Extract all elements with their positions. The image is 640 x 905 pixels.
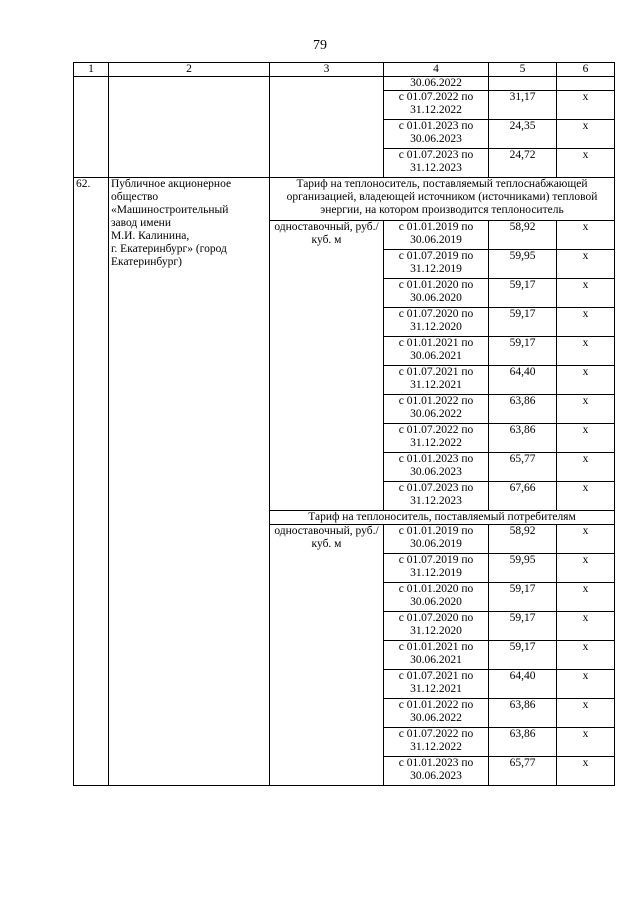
period-cell: с 01.01.2021 по 30.06.2021 <box>384 641 489 670</box>
table-body <box>74 77 615 786</box>
value-cell: 59,17 <box>489 337 557 366</box>
value-cell: 65,77 <box>489 453 557 482</box>
value-cell: 58,92 <box>489 221 557 250</box>
organization-name-line: М.И. Калинина, <box>111 230 190 242</box>
note-cell: x <box>557 453 615 482</box>
column-header: 4 <box>384 63 489 77</box>
value-cell: 63,86 <box>489 395 557 424</box>
period-cell: с 01.07.2021 по 31.12.2021 <box>384 670 489 699</box>
value-cell: 31,17 <box>489 91 557 120</box>
organization-name <box>109 178 270 786</box>
period-cell: с 01.01.2023 по 30.06.2023 <box>384 120 489 149</box>
value-cell: 59,17 <box>489 583 557 612</box>
value-cell: 64,40 <box>489 670 557 699</box>
column-header: 1 <box>74 63 109 77</box>
note-cell: x <box>557 525 615 554</box>
period-cell: с 01.01.2019 по 30.06.2019 <box>384 525 489 554</box>
note-cell: x <box>557 120 615 149</box>
value-cell: 59,17 <box>489 308 557 337</box>
period-cell: с 01.07.2023 по 31.12.2023 <box>384 149 489 178</box>
organization-name-line: общество <box>111 191 159 203</box>
note-cell: x <box>557 279 615 308</box>
value-cell: 24,72 <box>489 149 557 178</box>
period-cell: с 01.07.2022 по 31.12.2022 <box>384 424 489 453</box>
period-cell: с 01.07.2019 по 31.12.2019 <box>384 554 489 583</box>
note-cell <box>557 77 615 91</box>
period-cell: с 01.01.2022 по 30.06.2022 <box>384 699 489 728</box>
organization-name-line: «Машиностроительный <box>111 204 229 216</box>
column-header: 5 <box>489 63 557 77</box>
tariff-table <box>73 62 615 786</box>
section-title: Тариф на теплоноситель, поставляемый потребителям <box>270 511 615 525</box>
entry-number-cell <box>74 77 109 178</box>
rate-type: одноставочный, руб./куб. м <box>270 525 384 786</box>
note-cell: x <box>557 583 615 612</box>
period-cell: с 01.07.2023 по 31.12.2023 <box>384 482 489 511</box>
rate-type-cell <box>270 77 384 178</box>
period-cell: с 01.01.2023 по 30.06.2023 <box>384 757 489 786</box>
note-cell: x <box>557 308 615 337</box>
value-cell: 63,86 <box>489 424 557 453</box>
note-cell: x <box>557 149 615 178</box>
organization-name-line: Публичное акционерное <box>111 178 232 190</box>
value-cell <box>489 77 557 91</box>
page-number: 79 <box>313 38 327 53</box>
note-cell: x <box>557 757 615 786</box>
period-cell: 30.06.2022 <box>384 77 489 91</box>
column-header-row <box>74 63 615 77</box>
value-cell: 58,92 <box>489 525 557 554</box>
value-cell: 64,40 <box>489 366 557 395</box>
value-cell: 24,35 <box>489 120 557 149</box>
period-cell: с 01.01.2020 по 30.06.2020 <box>384 583 489 612</box>
period-cell: с 01.01.2023 по 30.06.2023 <box>384 453 489 482</box>
note-cell: x <box>557 395 615 424</box>
note-cell: x <box>557 670 615 699</box>
period-cell: с 01.07.2022 по 31.12.2022 <box>384 728 489 757</box>
note-cell: x <box>557 699 615 728</box>
period-cell: с 01.07.2020 по 31.12.2020 <box>384 612 489 641</box>
section-header-row <box>74 178 615 221</box>
entry-number: 62. <box>74 178 109 786</box>
table-row <box>74 77 615 91</box>
period-cell: с 01.01.2020 по 30.06.2020 <box>384 279 489 308</box>
note-cell: x <box>557 554 615 583</box>
organization-name-line: завод имени <box>111 217 171 229</box>
period-cell: с 01.01.2022 по 30.06.2022 <box>384 395 489 424</box>
value-cell: 67,66 <box>489 482 557 511</box>
value-cell: 59,17 <box>489 641 557 670</box>
value-cell: 65,77 <box>489 757 557 786</box>
rate-type: одноставочный, руб./куб. м <box>270 221 384 511</box>
organization-name-line: г. Екатеринбург» (город <box>111 243 227 255</box>
value-cell: 63,86 <box>489 699 557 728</box>
period-cell: с 01.07.2019 по 31.12.2019 <box>384 250 489 279</box>
column-header: 2 <box>109 63 270 77</box>
value-cell: 59,95 <box>489 554 557 583</box>
period-cell: с 01.07.2021 по 31.12.2021 <box>384 366 489 395</box>
period-cell: с 01.07.2022 по 31.12.2022 <box>384 91 489 120</box>
column-header: 3 <box>270 63 384 77</box>
value-cell: 63,86 <box>489 728 557 757</box>
note-cell: x <box>557 337 615 366</box>
note-cell: x <box>557 91 615 120</box>
column-header: 6 <box>557 63 615 77</box>
note-cell: x <box>557 728 615 757</box>
period-cell: с 01.01.2021 по 30.06.2021 <box>384 337 489 366</box>
note-cell: x <box>557 250 615 279</box>
note-cell: x <box>557 482 615 511</box>
note-cell: x <box>557 221 615 250</box>
note-cell: x <box>557 641 615 670</box>
organization-name-line: Екатеринбург) <box>111 256 182 268</box>
section-title: Тариф на теплоноситель, поставляемый теплоснабжающей организацией, владеющей источником (источниками) тепловой энергии, на котором производится теплоноситель <box>270 178 615 221</box>
note-cell: x <box>557 366 615 395</box>
value-cell: 59,95 <box>489 250 557 279</box>
note-cell: x <box>557 612 615 641</box>
period-cell: с 01.07.2020 по 31.12.2020 <box>384 308 489 337</box>
value-cell: 59,17 <box>489 279 557 308</box>
period-cell: с 01.01.2019 по 30.06.2019 <box>384 221 489 250</box>
note-cell: x <box>557 424 615 453</box>
organization-cell <box>109 77 270 178</box>
value-cell: 59,17 <box>489 612 557 641</box>
